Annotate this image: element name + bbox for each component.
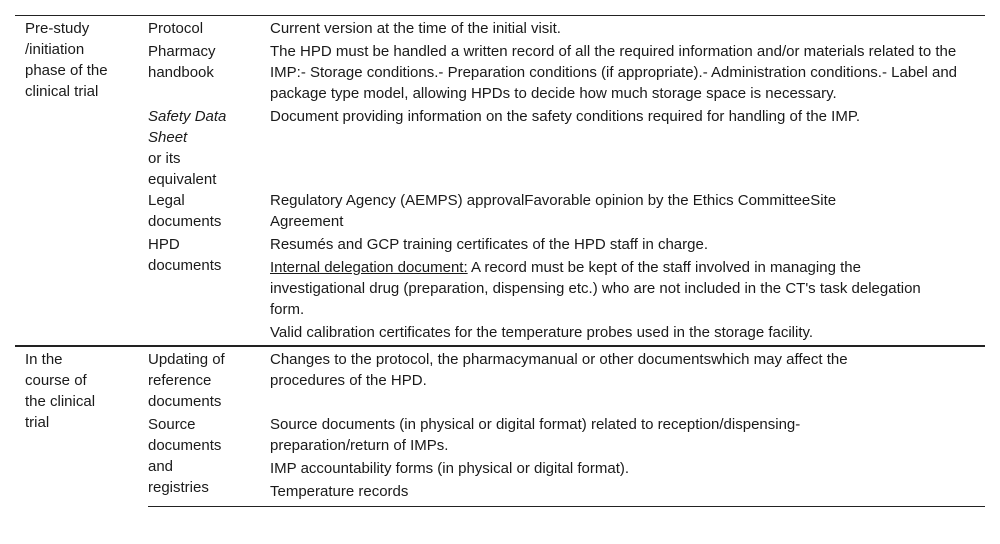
detail-text: Document providing information on the safety conditions required for handling of the IMP. — [270, 108, 861, 125]
phase-label: In the course of the clinical trial — [25, 351, 96, 431]
table-row — [15, 16, 985, 42]
detail-cell — [270, 414, 985, 507]
detail-text: Resumés and GCP training certificates of the HPD staff in charge. — [270, 236, 708, 253]
delegation-label: Internal delegation document: — [270, 259, 468, 276]
detail-cell — [270, 190, 985, 234]
delegation-text: A record must be kept of the staff involved in managing the investigational drug (preparation, dispensing etc.) who are not included in the CT's task delegation form. — [270, 259, 921, 318]
detail-text: Regulatory Agency (AEMPS) approvalFavorable opinion by the Ethics CommitteeSite Agreement — [270, 192, 837, 230]
detail-text: The HPD must be handled a written record of all the required information and/or materials related to the IMP:- Storage conditions.- Preparation conditions (if appropriate).- Administration conditions.- Label and package type model, allowing HPDs to decide how much storage space is necessary. — [270, 43, 958, 102]
detail-text: Current version at the time of the initial visit. — [270, 20, 561, 37]
documents-table — [15, 15, 985, 507]
calibration-text: Valid calibration certificates for the temperature probes used in the storage facility. — [270, 324, 814, 341]
phase-label: Pre-study /initiation phase of the clinical trial — [25, 20, 108, 100]
detail-cell — [270, 234, 985, 346]
detail-text: IMP accountability forms (in physical or digital format). — [270, 460, 630, 477]
detail-cell — [270, 106, 985, 190]
category-cell — [148, 190, 270, 234]
table-row — [15, 346, 985, 414]
category-cell — [148, 41, 270, 106]
category-label: Source documents and registries — [148, 416, 222, 496]
category-label-rest: or its equivalent — [148, 150, 217, 188]
detail-cell — [270, 16, 985, 42]
category-label: Updating of reference documents — [148, 351, 225, 410]
category-label-italic: Safety Data Sheet — [148, 108, 227, 146]
detail-text: Changes to the protocol, the pharmacymanual or other documentswhich may affect the procedures of the HPD. — [270, 351, 848, 389]
table-row — [15, 414, 985, 507]
table-row — [15, 190, 985, 234]
table-row — [15, 234, 985, 346]
phase-cell — [15, 346, 148, 507]
detail-text: Temperature records — [270, 483, 409, 500]
category-cell — [148, 106, 270, 190]
category-label: Pharmacy handbook — [148, 43, 216, 81]
table-row — [15, 106, 985, 190]
category-label: HPD documents — [148, 236, 222, 274]
detail-cell — [270, 41, 985, 106]
category-cell — [148, 234, 270, 346]
detail-cell — [270, 346, 985, 414]
category-label: Protocol — [148, 20, 204, 37]
phase-cell — [15, 16, 148, 347]
category-cell — [148, 346, 270, 414]
category-label: Legal documents — [148, 192, 222, 230]
table-row — [15, 41, 985, 106]
detail-text: Source documents (in physical or digital format) related to reception/dispensing-preparation/return of IMPs. — [270, 416, 801, 454]
category-cell — [148, 414, 270, 507]
category-cell — [148, 16, 270, 42]
delegation-item — [270, 257, 930, 320]
